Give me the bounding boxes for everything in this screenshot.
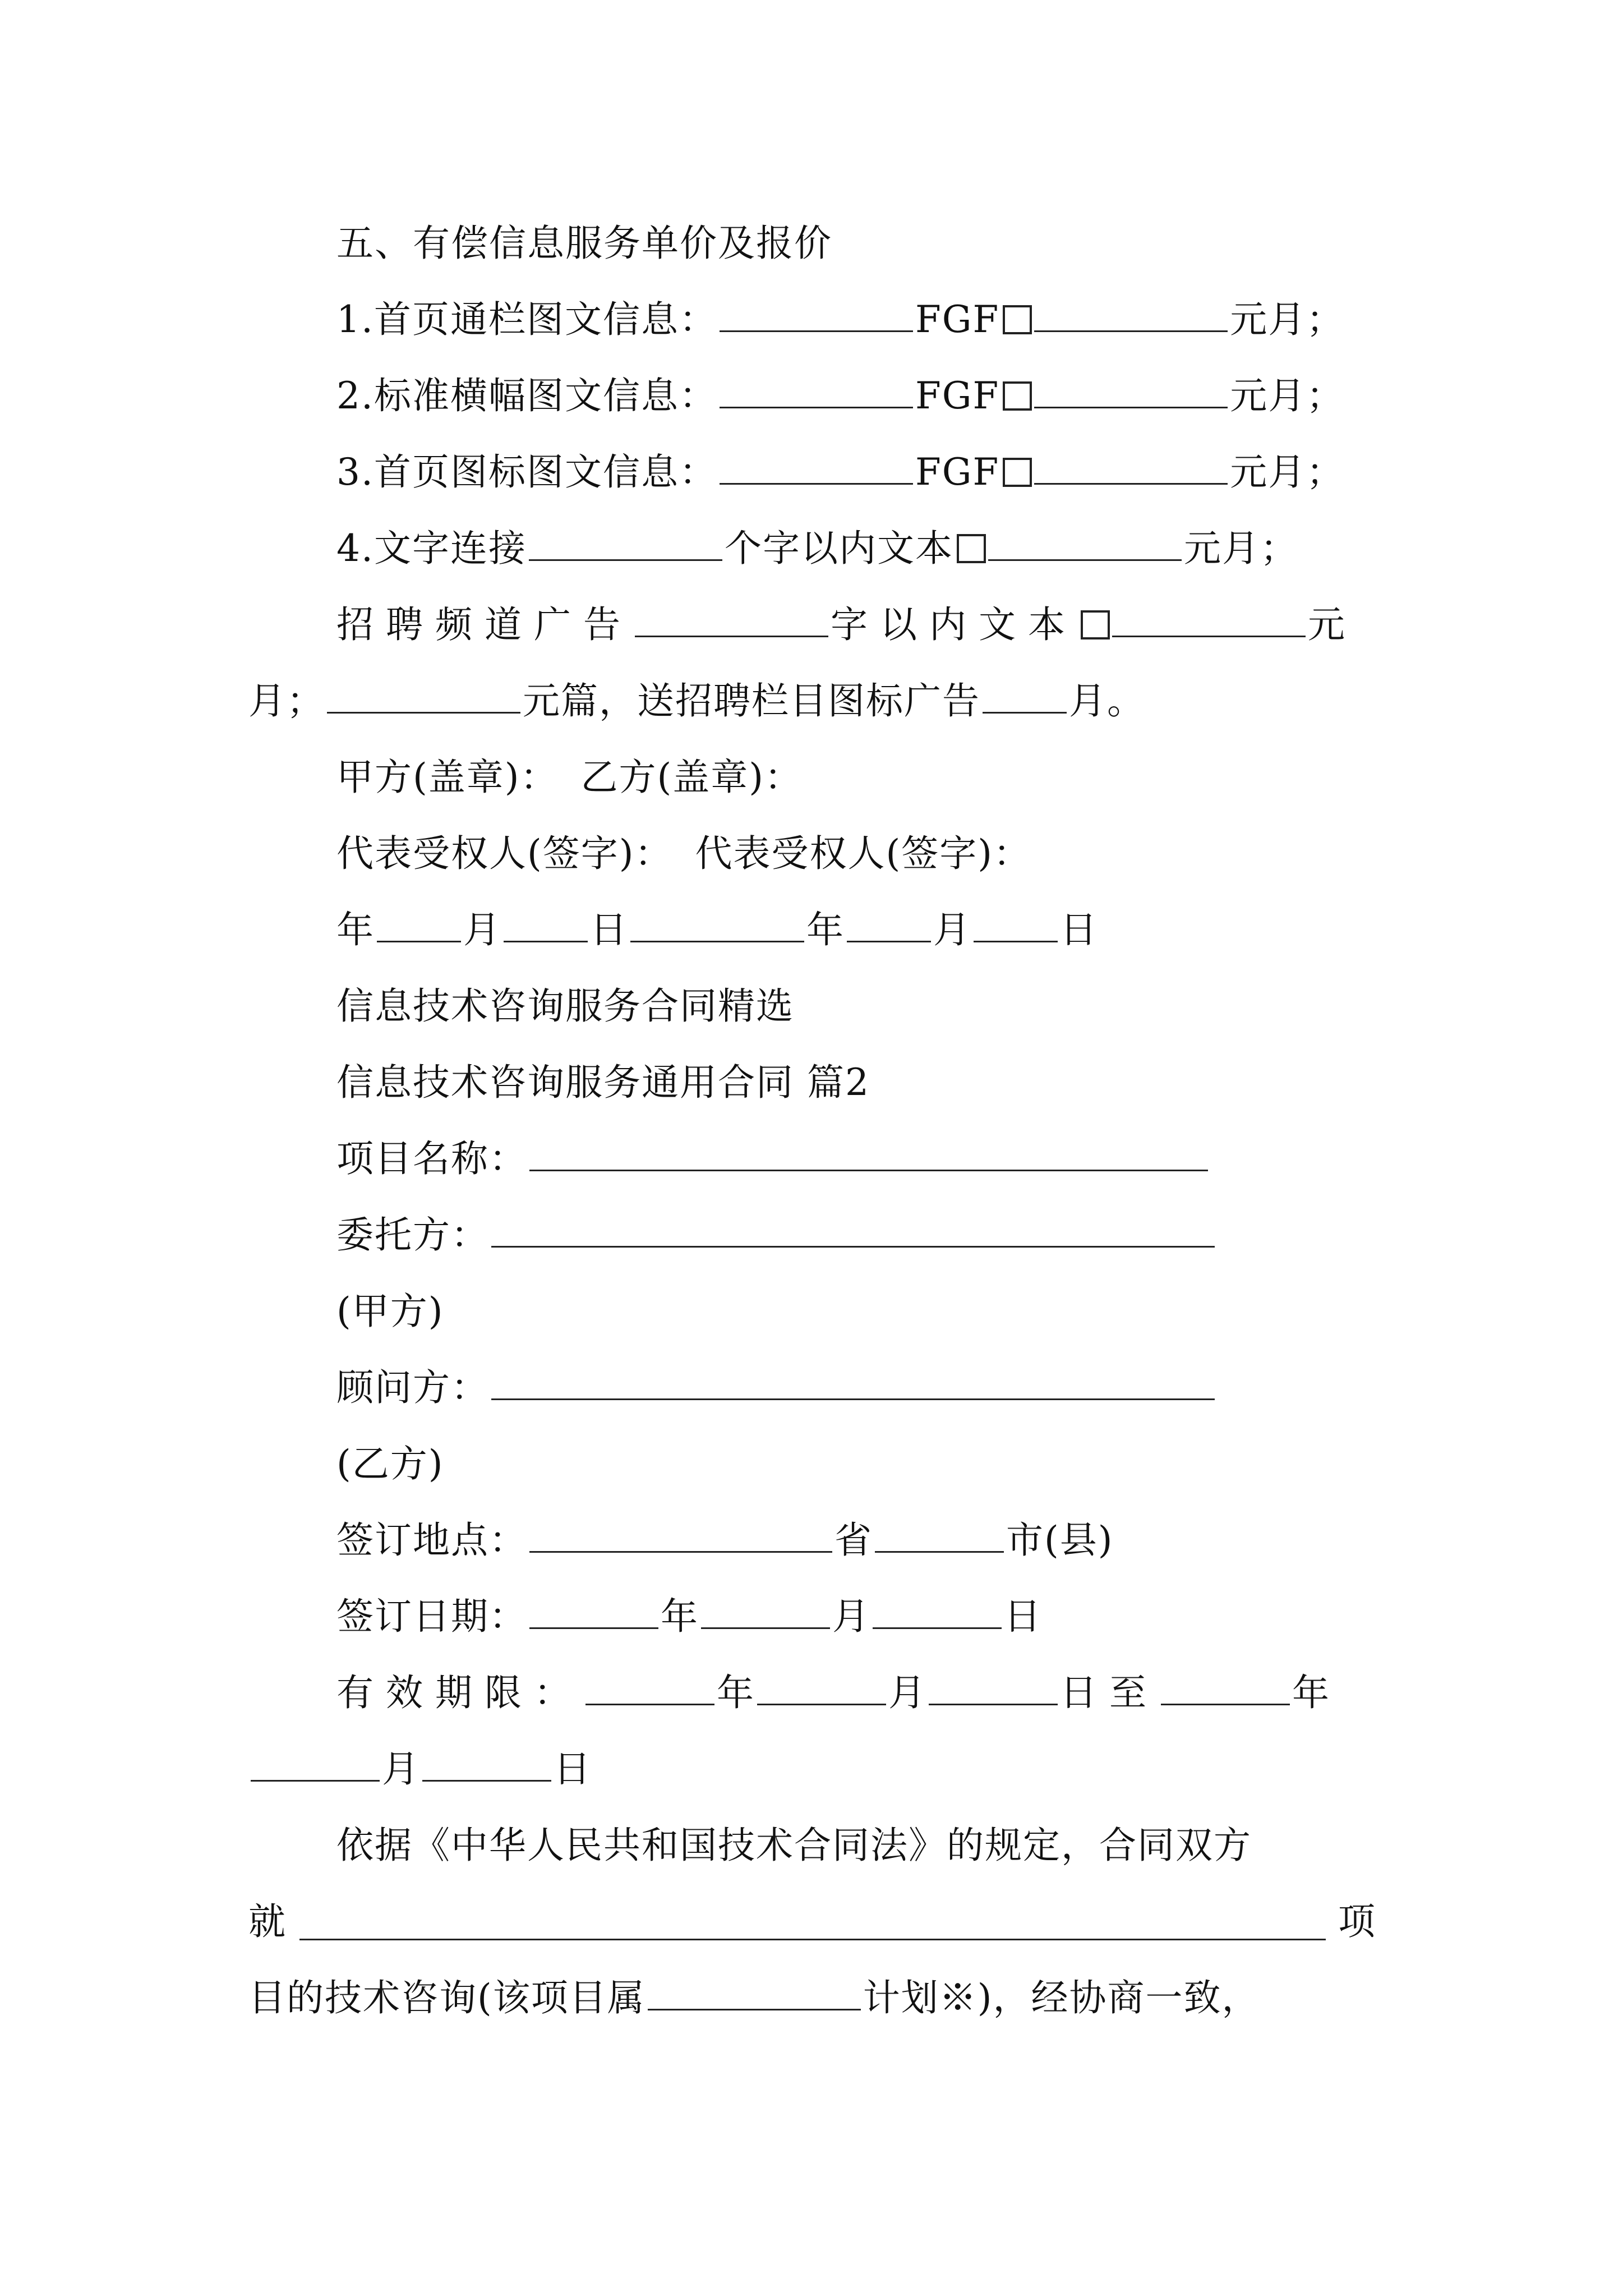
- date-day: 日: [1060, 908, 1098, 951]
- basis-line2-start: 就: [248, 1900, 287, 1943]
- basis-line-1: [0, 1812, 1623, 1879]
- blank-line: [1034, 448, 1228, 485]
- blank-line: [1034, 296, 1228, 332]
- date-year: 年: [336, 908, 375, 951]
- recruit-mid: 字以内文本: [831, 603, 1077, 646]
- client-blank: [491, 1211, 1215, 1248]
- blank-line: [529, 1516, 832, 1553]
- blank-line: [720, 448, 913, 485]
- blank-line: [988, 524, 1182, 561]
- date-day: 日: [590, 908, 628, 951]
- recruit-line-1: [0, 591, 1623, 659]
- checkbox-square: [1003, 305, 1032, 334]
- plan-blank: [648, 1974, 861, 2010]
- checkbox-square: [957, 534, 986, 563]
- price-item-code: FGF: [915, 374, 1000, 417]
- project-name-row: [0, 1125, 1623, 1193]
- price-item-label: 1.首页通栏图文信息：: [336, 298, 717, 341]
- party-a-representative: 代表受权人(签字)：: [336, 832, 673, 875]
- text-link-label: 4.文字连接: [336, 527, 527, 570]
- price-item-unit: 元月；: [1230, 450, 1345, 494]
- sign-place-province: 省: [834, 1519, 873, 1562]
- blank-line: [757, 1669, 886, 1705]
- sign-place-row: [0, 1507, 1623, 1574]
- sign-date-label: 签订日期：: [336, 1595, 527, 1638]
- recruit-line2-end: 月。: [1069, 679, 1145, 723]
- blank-line: [720, 296, 913, 332]
- validity-day-to: 日至: [1060, 1671, 1159, 1714]
- date-month: 月: [933, 908, 971, 951]
- section-title: [0, 210, 1623, 277]
- heading-text: 信息技术咨询服务合同精选: [336, 984, 794, 1028]
- validity-row-1: [0, 1659, 1623, 1727]
- project-blank: [299, 1904, 1326, 1940]
- blank-line: [327, 677, 520, 714]
- date-year: 年: [806, 908, 845, 951]
- seal-row: [0, 744, 1623, 811]
- blank-line: [635, 601, 828, 637]
- checkbox-square: [1003, 458, 1032, 487]
- price-item-3: [0, 439, 1623, 506]
- blank-line: [1034, 372, 1228, 408]
- consultant-note-row: [0, 1430, 1623, 1498]
- sign-date-row: [0, 1583, 1623, 1650]
- blank-line: [585, 1669, 714, 1705]
- date-month: 月: [463, 908, 501, 951]
- blank-line: [1112, 601, 1306, 637]
- price-item-label: 3.首页图标图文信息：: [336, 450, 717, 494]
- recruit-line2-start: 月；: [248, 679, 325, 723]
- sign-place-label: 签订地点：: [336, 1519, 527, 1562]
- basis-line-2: [0, 1888, 1623, 1955]
- sign-date-month: 月: [832, 1595, 870, 1638]
- blank-line: [630, 906, 804, 942]
- blank-line: [251, 1745, 380, 1782]
- heading-general-contract: [0, 1049, 1623, 1116]
- client-row: [0, 1202, 1623, 1269]
- price-item-1: [0, 286, 1623, 353]
- validity-year: 年: [717, 1671, 755, 1714]
- blank-line: [377, 906, 461, 942]
- client-note: (甲方): [336, 1290, 444, 1333]
- party-b-representative: 代表受权人(签字)：: [695, 832, 1031, 875]
- consultant-note: (乙方): [336, 1442, 444, 1485]
- validity-month-2: 月: [382, 1747, 420, 1791]
- blank-line: [847, 906, 931, 942]
- blank-line: [504, 906, 588, 942]
- representative-row: [0, 820, 1623, 887]
- recruit-label: 招聘频道广告: [336, 603, 633, 646]
- text-link-mid: 个字以内文本: [724, 527, 953, 570]
- blank-line: [983, 677, 1067, 714]
- sign-place-city: 市(县): [1006, 1519, 1114, 1562]
- project-name-blank: [529, 1135, 1208, 1171]
- consultant-row: [0, 1354, 1623, 1421]
- blank-line: [929, 1669, 1058, 1705]
- validity-year-2: 年: [1292, 1671, 1330, 1714]
- basis-line-3: [0, 1964, 1623, 2032]
- recruit-line2-mid: 元篇，送招聘栏目图标广告: [523, 679, 980, 723]
- checkbox-square: [1081, 610, 1110, 639]
- basis-line3-end: 计划※)，经协商一致，: [863, 1976, 1260, 2019]
- validity-row-2: [0, 1736, 1623, 1803]
- basis-text: 依据《中华人民共和国技术合同法》的规定，合同双方: [336, 1824, 1252, 1867]
- blank-line: [422, 1745, 551, 1782]
- text-link-unit: 元月；: [1183, 527, 1298, 570]
- price-item-unit: 元月；: [1230, 374, 1345, 417]
- basis-line2-end: 项: [1338, 1900, 1376, 1943]
- blank-line: [720, 372, 913, 408]
- blank-line: [529, 1593, 658, 1629]
- price-item-unit: 元月；: [1230, 298, 1345, 341]
- heading-text: 信息技术咨询服务通用合同 篇2: [336, 1061, 870, 1104]
- text-link-item: [0, 515, 1623, 582]
- blank-line: [529, 524, 722, 561]
- price-item-code: FGF: [915, 298, 1000, 341]
- blank-line: [974, 906, 1058, 942]
- validity-label: 有效期限：: [336, 1671, 583, 1714]
- checkbox-square: [1003, 381, 1032, 411]
- blank-line: [875, 1516, 1004, 1553]
- consultant-label: 顾问方：: [336, 1366, 489, 1409]
- basis-line3-start: 目的技术咨询(该项目属: [248, 1976, 645, 2019]
- blank-line: [701, 1593, 830, 1629]
- sign-date-year: 年: [661, 1595, 699, 1638]
- section-title-text: 五、有偿信息服务单价及报价: [336, 222, 832, 265]
- heading-selected-contract: [0, 973, 1623, 1040]
- signature-date-row: [0, 896, 1623, 964]
- project-name-label: 项目名称：: [336, 1137, 527, 1180]
- validity-day-2: 日: [554, 1747, 592, 1791]
- client-label: 委托方：: [336, 1213, 489, 1257]
- price-item-label: 2.标准横幅图文信息：: [336, 374, 717, 417]
- party-b-seal: 乙方(盖章)：: [580, 756, 803, 799]
- blank-line: [1161, 1669, 1290, 1705]
- price-item-2: [0, 362, 1623, 430]
- consultant-blank: [491, 1364, 1215, 1400]
- party-a-seal: 甲方(盖章)：: [336, 756, 559, 799]
- sign-date-day: 日: [1004, 1595, 1042, 1638]
- recruit-line-2: [0, 668, 1623, 735]
- recruit-unit: 元: [1308, 603, 1346, 646]
- blank-line: [873, 1593, 1002, 1629]
- client-note-row: [0, 1278, 1623, 1345]
- validity-month: 月: [888, 1671, 926, 1714]
- price-item-code: FGF: [915, 450, 1000, 494]
